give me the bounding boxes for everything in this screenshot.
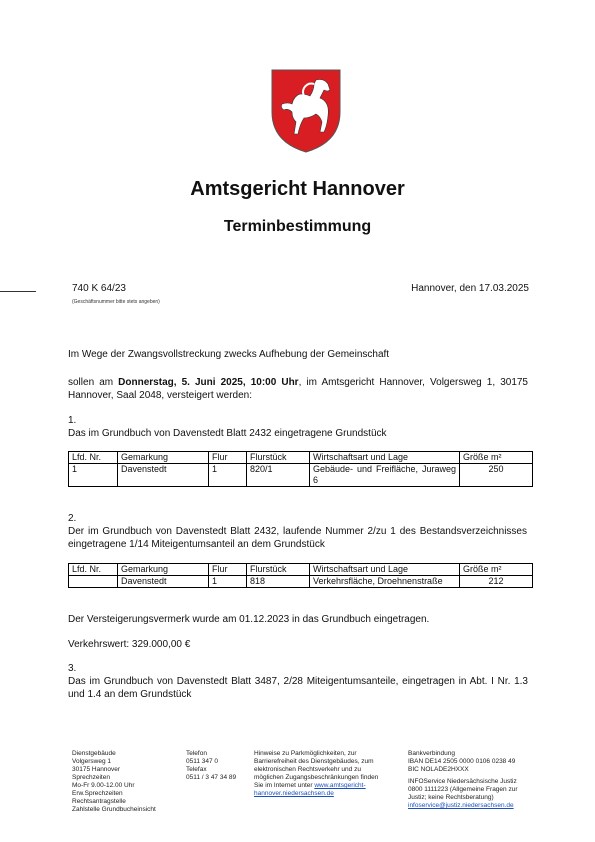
- table-row: [69, 576, 533, 588]
- footer-line: Hinweise zu Parkmöglichkeiten, zur: [254, 750, 357, 757]
- footer-bank: [408, 750, 543, 810]
- cell-groesse: 212: [460, 576, 533, 588]
- cell-flur: 1: [209, 464, 247, 487]
- footer-line: IBAN DE14 2505 0000 0106 0238 49: [408, 758, 516, 765]
- table-row: [69, 464, 533, 487]
- col-header: Wirtschaftsart und Lage: [310, 564, 460, 576]
- auction-date: Donnerstag, 5. Juni 2025, 10:00 Uhr: [118, 377, 299, 388]
- footer-line: möglichen Zugangsbeschränkungen finden: [254, 774, 379, 781]
- fold-mark: [0, 291, 36, 292]
- footer-line: Sprechzeiten: [72, 774, 110, 781]
- item-3-number: 3.: [68, 663, 77, 674]
- footer-line: 0800 1111223 (Allgemeine Fragen zur: [408, 786, 518, 793]
- footer-line: 0511 / 3 47 34 89: [186, 774, 237, 781]
- cell-lage: Verkehrsfläche, Droehnenstraße: [310, 576, 460, 588]
- item-1-text: Das im Grundbuch von Davenstedt Blatt 2432 eingetragene Grundstück: [68, 428, 387, 439]
- cell-gemarkung: Davenstedt: [118, 464, 209, 487]
- footer-line: Zahlstelle Grundbucheinsicht: [72, 806, 156, 813]
- footer-line: Bankverbindung: [408, 750, 455, 757]
- col-header: Gemarkung: [118, 564, 209, 576]
- footer-line: BIC NOLADE2HXXX: [408, 766, 469, 773]
- footer-line: Dienstgebäude: [72, 750, 116, 757]
- court-website-link[interactable]: www.amtsgericht-: [314, 782, 366, 789]
- col-header: Größe m²: [460, 564, 533, 576]
- footer-phone: [186, 750, 248, 782]
- cell-flurstueck: 820/1: [247, 464, 310, 487]
- footer-line: Rechtsantragstelle: [72, 798, 126, 805]
- table-header-row: [69, 564, 533, 576]
- coat-of-arms-horse-icon: [270, 68, 342, 154]
- cell-flurstueck: 818: [247, 576, 310, 588]
- item-1-number: 1.: [68, 415, 77, 426]
- auction-paragraph: [68, 376, 528, 402]
- footer-line: [254, 782, 394, 790]
- footer-line-text: Sie im Internet unter: [254, 782, 313, 789]
- footer-address: [72, 750, 177, 814]
- footer-line: 0511 347 0: [186, 758, 219, 765]
- intro-text: Im Wege der Zwangsvollstreckung zwecks Aufhebung der Gemeinschaft: [68, 349, 390, 360]
- verkehrswert: Verkehrswert: 329.000,00 €: [68, 639, 191, 650]
- cell-nr: [69, 576, 118, 588]
- footer-line: Barrierefreiheit des Dienstgebäudes, zum: [254, 758, 374, 765]
- auction-post: , im Amtsgericht Hannover, Volgersweg 1, 30175 Hannover, Saal 2048, versteigert werden:: [68, 377, 528, 401]
- footer-line: Telefon: [186, 750, 207, 757]
- parcel-table-1: [68, 451, 533, 487]
- footer-line: Telefax: [186, 766, 207, 773]
- cell-flur: 1: [209, 576, 247, 588]
- court-name: Amtsgericht Hannover: [190, 178, 405, 200]
- col-header: Lfd. Nr.: [69, 564, 118, 576]
- footer-notes: [254, 750, 394, 798]
- footer-line: Volgersweg 1: [72, 758, 112, 765]
- footer-line: 30175 Hannover: [72, 766, 121, 773]
- col-header: Flurstück: [247, 564, 310, 576]
- col-header: Flur: [209, 564, 247, 576]
- footer-line: elektronischen Rechtsverkehr und zu: [254, 766, 361, 773]
- cell-gemarkung: Davenstedt: [118, 576, 209, 588]
- file-number: 740 K 64/23: [72, 283, 126, 294]
- vermerk-text: Der Versteigerungsvermerk wurde am 01.12.2023 in das Grundbuch eingetragen.: [68, 614, 430, 625]
- cell-lage: Gebäude- und Freifläche, Juraweg 6: [310, 464, 460, 487]
- footer-line: Justiz; keine Rechtsberatung): [408, 794, 494, 801]
- parcel-table-2: [68, 563, 533, 588]
- col-header: Wirtschaftsart und Lage: [310, 452, 460, 464]
- place-date: Hannover, den 17.03.2025: [411, 283, 529, 294]
- col-header: Gemarkung: [118, 452, 209, 464]
- document-title: Terminbestimmung: [223, 218, 372, 235]
- court-website-link-cont[interactable]: hannover.niedersachsen.de: [254, 790, 334, 797]
- col-header: Lfd. Nr.: [69, 452, 118, 464]
- col-header: Größe m²: [460, 452, 533, 464]
- infoservice-email-link[interactable]: infoservice@justiz.niedersachsen.de: [408, 802, 514, 809]
- footer-line: Mo-Fr 9.00-12.00 Uhr: [72, 782, 135, 789]
- footer-line: Erw.Sprechzeiten: [72, 790, 123, 797]
- col-header: Flur: [209, 452, 247, 464]
- col-header: Flurstück: [247, 452, 310, 464]
- auction-pre: sollen am: [68, 377, 119, 388]
- item-2-number: 2.: [68, 513, 77, 524]
- cell-nr: 1: [69, 464, 118, 487]
- item-3-text: Das im Grundbuch von Davenstedt Blatt 3487, 2/28 Miteigentumsanteile, eingetragen in Abt. I Nr. 1.3 und 1.4 an dem Grundstück: [68, 676, 528, 700]
- cell-groesse: 250: [460, 464, 533, 487]
- table-header-row: [69, 452, 533, 464]
- file-number-note: (Geschäftsnummer bitte stets angeben): [72, 299, 160, 305]
- footer-line: INFOService Niedersächsische Justiz: [408, 778, 517, 785]
- item-2-text: Der im Grundbuch von Davenstedt Blatt 2432, laufende Nummer 2/zu 1 des Bestandsverzeichnisses eingetragene 1/14 Miteigentumsanteil an dem Grundstück: [68, 526, 527, 550]
